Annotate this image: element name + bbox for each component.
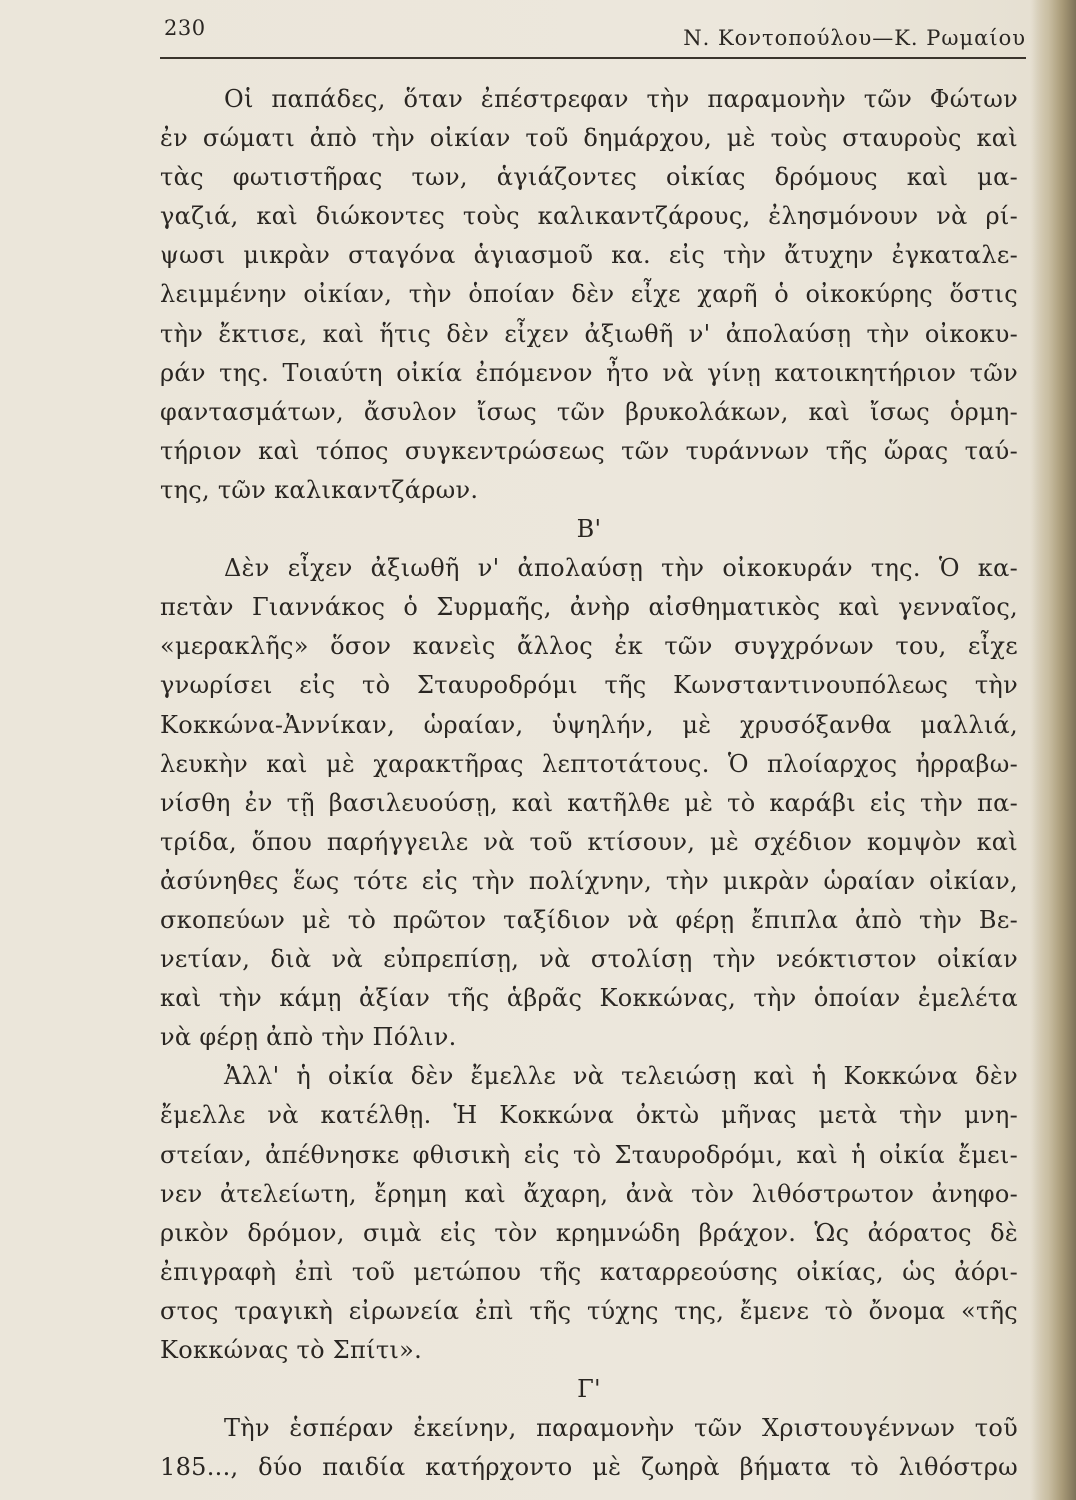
page-header bbox=[160, 14, 1026, 56]
text-line: Δὲν εἶχεν ἀξιωθῆ ν' ἀπολαύσῃ τὴν οἰκοκυράν της. Ὁ κα- bbox=[224, 554, 1018, 583]
text-line: Τὴν ἑσπέραν ἐκείνην, παραμονὴν τῶν Χριστουγέννων τοῦ bbox=[224, 1414, 1018, 1443]
text-line: γαζιά, καὶ διώκοντες τοὺς καλικαντζάρους, ἐλησμόνουν νὰ ρί- bbox=[160, 202, 1018, 231]
text-line: στείαν, ἀπέθνησκε φθισικὴ εἰς τὸ Σταυροδρόμι, καὶ ἡ οἰκία ἔμει- bbox=[160, 1140, 1018, 1169]
text-line: τὰς φωτιστῆρας των, ἁγιάζοντες οἰκίας δρόμους καὶ μα- bbox=[160, 163, 1018, 192]
text-line: «μερακλῆς» ὅσον κανεὶς ἄλλος ἐκ τῶν συγχρόνων του, εἶχε bbox=[160, 632, 1018, 661]
text-line: σκοπεύων μὲ τὸ πρῶτον ταξίδιον νὰ φέρῃ ἔπιπλα ἀπὸ τὴν Βε- bbox=[160, 905, 1018, 934]
section-heading: Γ' bbox=[577, 1375, 601, 1404]
text-line: πετὰν Γιαννάκος ὁ Συρμαῆς, ἀνὴρ αἰσθηματικὸς καὶ γενναῖος, bbox=[160, 593, 1018, 622]
running-head: Ν. Κοντοπούλου—Κ. Ρωμαίου bbox=[683, 26, 1026, 50]
text-line: ἔμελλε νὰ κατέλθῃ. Ἡ Κοκκώνα ὀκτὼ μῆνας μετὰ τὴν μνη- bbox=[160, 1101, 1018, 1130]
text-line: 185..., δύο παιδία κατήρχοντο μὲ ζωηρὰ βήματα τὸ λιθόστρω bbox=[160, 1453, 1018, 1482]
text-line: λειμμένην οἰκίαν, τὴν ὁποίαν δὲν εἶχε χαρῆ ὁ οἰκοκύρης ὅστις bbox=[160, 280, 1018, 309]
text-line: τρίδα, ὅπου παρήγγειλε νὰ τοῦ κτίσουν, μὲ σχέδιον κομψὸν καὶ bbox=[160, 827, 1018, 856]
text-line: καὶ τὴν κάμῃ ἀξίαν τῆς ἁβρᾶς Κοκκώνας, τὴν ὁποίαν ἐμελέτα bbox=[160, 984, 1018, 1013]
text-line: Ἀλλ' ἡ οἰκία δὲν ἔμελλε νὰ τελειώσῃ καὶ ἡ Κοκκώνα δὲν bbox=[224, 1062, 1018, 1091]
text-line: στος τραγικὴ εἰρωνεία ἐπὶ τῆς τύχης της, ἔμενε τὸ ὄνομα «τῆς bbox=[160, 1296, 1018, 1325]
text-line: ἐπιγραφὴ ἐπὶ τοῦ μετώπου τῆς καταρρεούσης οἰκίας, ὡς ἀόρι- bbox=[160, 1257, 1018, 1286]
text-line: νεν ἀτελείωτη, ἔρημη καὶ ἄχαρη, ἀνὰ τὸν λιθόστρωτον ἀνηφο- bbox=[160, 1179, 1018, 1208]
page-number: 230 bbox=[164, 16, 206, 40]
body-text bbox=[160, 80, 1018, 1487]
header-rule bbox=[160, 57, 1026, 59]
text-line: γνωρίσει εἰς τὸ Σταυροδρόμι τῆς Κωνσταντινουπόλεως τὴν bbox=[160, 671, 1018, 700]
text-line: Κοκκώνα-Ἀννίκαν, ὡραίαν, ὑψηλήν, μὲ χρυσόξανθα μαλλιά, bbox=[160, 710, 1018, 739]
text-line: τήριον καὶ τόπος συγκεντρώσεως τῶν τυράννων τῆς ὥρας ταύ- bbox=[160, 436, 1018, 465]
text-line: Κοκκώνας τὸ Σπίτι». bbox=[160, 1336, 423, 1364]
text-line: νὰ φέρῃ ἀπὸ τὴν Πόλιν. bbox=[160, 1023, 457, 1052]
text-line: φαντασμάτων, ἄσυλον ἴσως τῶν βρυκολάκων, καὶ ἴσως ὁρμη- bbox=[160, 397, 1018, 426]
text-line: Οἱ παπάδες, ὅταν ἐπέστρεφαν τὴν παραμονὴν τῶν Φώτων bbox=[224, 85, 1018, 113]
text-line: τὴν ἔκτισε, καὶ ἥτις δὲν εἶχεν ἀξιωθῆ ν' ἀπολαύσῃ τὴν οἰκοκυ- bbox=[160, 319, 1018, 348]
section-heading: Β' bbox=[576, 515, 602, 544]
text-line: της, τῶν καλικαντζάρων. bbox=[160, 475, 479, 504]
text-line: νετίαν, διὰ νὰ εὐπρεπίσῃ, νὰ στολίσῃ τὴν νεόκτιστον οἰκίαν bbox=[160, 945, 1018, 974]
page-edge-shadow bbox=[1030, 0, 1076, 1500]
text-line: νίσθη ἐν τῇ βασιλευούσῃ, καὶ κατῆλθε μὲ τὸ καράβι εἰς τὴν πα- bbox=[160, 788, 1018, 817]
text-line: λευκὴν καὶ μὲ χαρακτῆρας λεπτοτάτους. Ὁ πλοίαρχος ἠρραβω- bbox=[160, 749, 1018, 778]
text-line: ράν της. Τοιαύτη οἰκία ἐπόμενον ἦτο νὰ γίνῃ κατοικητήριον τῶν bbox=[160, 358, 1018, 387]
text-line: ἀσύνηθες ἕως τότε εἰς τὴν πολίχνην, τὴν μικρὰν ὡραίαν οἰκίαν, bbox=[160, 866, 1018, 895]
text-line: ψωσι μικρὰν σταγόνα ἁγιασμοῦ κα. εἰς τὴν ἄτυχην ἐγκαταλε- bbox=[160, 241, 1018, 270]
text-line: ἐν σώματι ἀπὸ τὴν οἰκίαν τοῦ δημάρχου, μὲ τοὺς σταυροὺς καὶ bbox=[160, 124, 1018, 153]
text-line: ρικὸν δρόμον, σιμὰ εἰς τὸν κρημνώδη βράχον. Ὡς ἀόρατος δὲ bbox=[160, 1218, 1018, 1247]
